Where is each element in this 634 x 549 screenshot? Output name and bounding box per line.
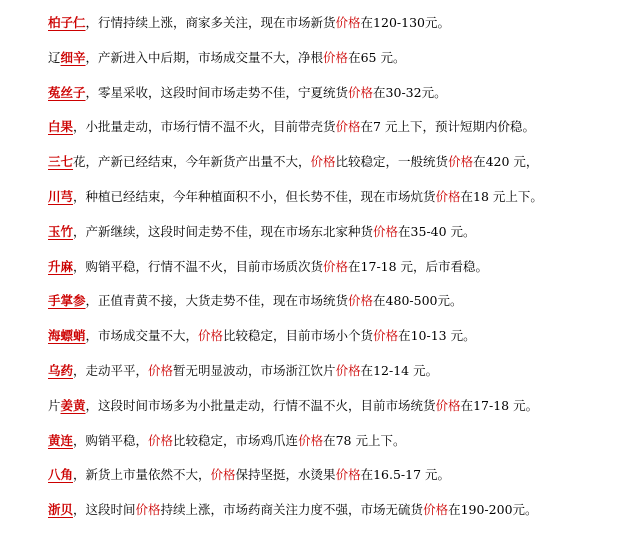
report-text: ，零星采收，这段时间市场走势不佳，宁夏统货 [85,84,349,100]
price-keyword: 价格 [335,467,361,483]
price-keyword: 价格 [423,502,449,518]
report-text: ，走动平平， [73,363,149,378]
price-keyword: 价格 [373,223,399,239]
report-text: 暂无明显波动，市场浙江饮片 [173,363,336,378]
herb-name-link[interactable]: 细辛 [60,49,86,65]
price-keyword: 价格 [323,49,349,65]
report-line [48,395,538,417]
herb-name-link[interactable]: 乌药 [48,363,74,378]
report-text: 在10-13 元。 [398,328,476,344]
report-text: 保持坚挺，水烫果 [235,467,336,483]
price-keyword: 价格 [148,432,174,448]
report-text: ，新货上市量依然不大， [73,467,211,483]
report-line [48,221,476,243]
price-keyword: 价格 [348,84,374,100]
price-keyword: 价格 [335,363,361,378]
report-text: 在12-14 元。 [360,363,439,378]
report-text: 在16.5-17 元。 [360,467,451,483]
herb-name-link[interactable]: 八角 [48,467,74,483]
price-keyword: 价格 [435,189,461,204]
herb-name-link[interactable]: 海螵蛸 [48,328,86,344]
price-keyword: 价格 [148,363,174,378]
report-text: 比较稳定，目前市场小个货 [223,328,374,344]
report-text: ，种植已经结束，今年种植面积不小，但长势不佳，现在市场炕货 [73,189,436,204]
report-text: 在17-18 元。 [460,397,539,413]
report-text: ，这段时间市场多为小批量走动，行情不温不火，目前市场统货 [85,397,436,413]
report-text: 比较稳定，市场鸡爪连 [173,432,299,448]
report-text: ，购销平稳，行情不温不火，目前市场质次货 [73,258,324,274]
report-line [48,256,488,278]
report-text: ，购销平稳， [73,432,149,448]
report-line [48,464,450,486]
herb-name-link[interactable]: 柏子仁 [48,15,86,30]
price-keyword: 价格 [335,119,361,135]
report-line [48,116,535,138]
report-line [48,151,538,173]
herb-name-link[interactable]: 黄连 [48,432,74,448]
report-text: ，产新继续，这段时间走势不佳，现在市场东北家种货 [73,223,374,239]
report-text: ，这段时间 [73,502,136,518]
report-text: 在35-40 元。 [398,223,476,239]
report-text: 在17-18 元，后市看稳。 [348,258,489,274]
price-keyword: 价格 [198,328,224,344]
report-text: 在190-200元。 [448,502,538,518]
report-text: 在65 元。 [348,49,406,65]
herb-name-link[interactable]: 浙贝 [48,502,74,518]
herb-name-link[interactable]: 菟丝子 [48,84,86,100]
price-keyword: 价格 [210,467,236,483]
report-text: ，正值青黄不接，大货走势不佳，现在市场统货 [85,293,349,309]
report-text: ，小批量走动，市场行情不温不火，目前带壳货 [73,119,336,135]
price-keyword: 价格 [310,154,336,170]
herb-name-link[interactable]: 三七 [48,154,74,170]
report-line [48,186,543,208]
report-text: 在18 元上下。 [460,189,543,204]
report-text: 在30-32元。 [373,84,447,100]
report-line [48,82,447,104]
report-text: ，产新进入中后期，市场成交量不大，净根 [85,49,324,65]
herb-prefix: 片 [48,397,61,413]
report-line [48,499,538,521]
herb-name-link[interactable]: 升麻 [48,258,74,274]
report-line [48,325,476,347]
report-line [48,290,463,312]
price-keyword: 价格 [435,397,461,413]
herb-name-link[interactable]: 手掌参 [48,293,86,309]
herb-name-link[interactable]: 玉竹 [48,223,74,239]
report-text: ，市场成交量不大， [85,328,199,344]
report-text: 在120-130元。 [360,15,450,30]
report-text: 花，产新已经结束，今年新货产出量不大， [73,154,311,170]
herb-name-link[interactable]: 川芎 [48,189,74,204]
price-keyword: 价格 [298,432,324,448]
price-keyword: 价格 [323,258,349,274]
price-keyword: 价格 [335,15,361,30]
price-keyword: 价格 [448,154,474,170]
report-text: ，行情持续上涨，商家多关注，现在市场新货 [85,15,336,30]
price-keyword: 价格 [135,502,161,518]
report-text: 比较稳定，一般统货 [335,154,449,170]
report-text: 持续上涨，市场药商关注力度不强，市场无硫货 [160,502,424,518]
report-line [48,47,405,69]
report-text: 在480-500元。 [373,293,463,309]
report-line [48,12,450,34]
report-line [48,360,438,382]
report-text: 在78 元上下。 [323,432,406,448]
report-text: 在7 元上下，预计短期内价稳。 [360,119,535,135]
report-line [48,430,405,452]
herb-prefix: 辽 [48,49,61,65]
price-keyword: 价格 [348,293,374,309]
price-keyword: 价格 [373,328,399,344]
herb-name-link[interactable]: 姜黄 [60,397,86,413]
report-text: 在420 元， [473,154,539,170]
herb-name-link[interactable]: 白果 [48,119,74,135]
